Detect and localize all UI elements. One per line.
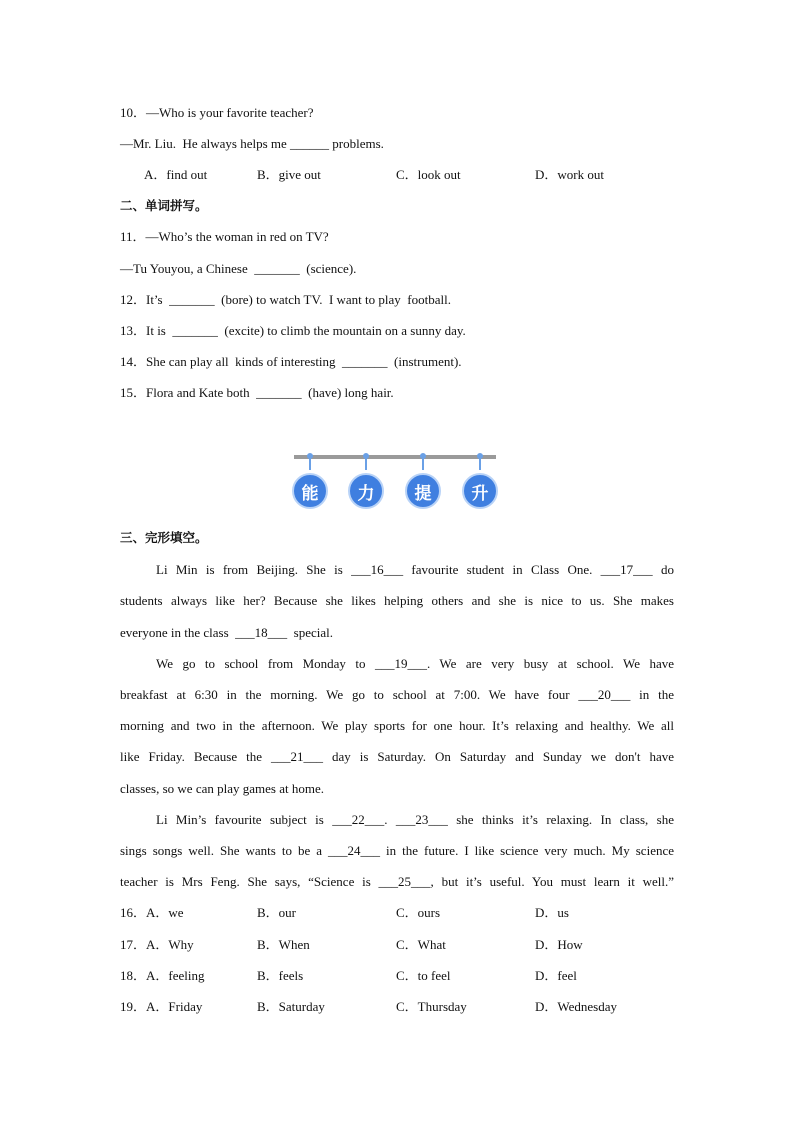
passage-line: Li Min’s favourite subject is ___22___. ___23___ she thinks it’s relaxing. In class, she [156,812,674,827]
ability-banner [294,453,496,513]
choice-option-d: D．Wednesday [535,999,617,1014]
passage-line: like Friday. Because the ___21___ day is Saturday. On Saturday and Sunday we don't have [120,749,674,764]
banner-tick [309,456,311,470]
q13: 13．It is _______ (excite) to climb the mountain on a sunny day. [120,323,466,338]
choice-number: 17． [120,937,147,952]
choice-option-b: B．our [257,905,297,920]
passage-line: everyone in the class ___18___ special. [120,625,333,640]
choice-option-a: A．Friday [146,999,203,1014]
q10-option-d: D．work out [535,167,604,182]
passage-line: classes, so we can play games at home. [120,781,324,796]
q11-stem: 11．—Who’s the woman in red on TV? [120,229,329,244]
q10-stem: 10．—Who is your favorite teacher? [120,105,314,120]
choice-option-a: A．we [146,905,184,920]
q10-option-c: C．look out [396,167,461,182]
choice-row-16 [120,905,184,921]
choice-option-a: A．feeling [146,968,205,983]
choice-option-c: C．Thursday [396,999,467,1014]
choice-option-d: D．feel [535,968,577,983]
choice-option-d: D．How [535,937,583,952]
q11-reply: —Tu Youyou, a Chinese _______ (science). [120,261,357,276]
choice-option-a: A．Why [146,937,194,952]
q12: 12．It’s _______ (bore) to watch TV. I want to play football. [120,292,451,307]
q14: 14．She can play all kinds of interesting _______ (instrument). [120,354,462,369]
q15: 15．Flora and Kate both _______ (have) long hair. [120,385,394,400]
choice-number: 18． [120,968,147,983]
choice-number: 19． [120,999,147,1014]
banner-bar [294,455,496,459]
section3-heading: 三、完形填空。 [120,530,208,545]
banner-char: 力 [348,473,384,509]
q10-option-b: B．give out [257,167,321,182]
banner-char: 升 [462,473,498,509]
q10-option-a: A．find out [144,167,208,182]
banner-char: 能 [292,473,328,509]
passage-line: We go to school from Monday to ___19___. We are very busy at school. We have [156,656,674,671]
passage-line: students always like her? Because she likes helping others and she is nice to us. She makes [120,593,674,608]
choice-option-b: B．Saturday [257,999,325,1014]
passage-line: teacher is Mrs Feng. She says, “Science is ___25___, but it’s useful. You must learn it well.” [120,874,674,889]
banner-tick [422,456,424,470]
passage-line: breakfast at 6:30 in the morning. We go to school at 7:00. We have four ___20___ in the [120,687,674,702]
choice-option-c: C．ours [396,905,441,920]
choice-option-b: B．When [257,937,310,952]
banner-tick [365,456,367,470]
choice-number: 16． [120,905,147,920]
choice-row-18 [120,968,205,984]
q10-reply: —Mr. Liu. He always helps me ______ problems. [120,136,384,151]
choice-option-c: C．to feel [396,968,451,983]
choice-option-c: C．What [396,937,446,952]
banner-char: 提 [405,473,441,509]
choice-option-b: B．feels [257,968,304,983]
section2-heading: 二、单词拼写。 [120,198,208,213]
choice-row-17 [120,937,194,953]
passage-line: Li Min is from Beijing. She is ___16___ favourite student in Class One. ___17___ do [156,562,674,577]
passage-line: sings songs well. She wants to be a ___24___ in the future. I like science very much. My science [120,843,674,858]
banner-tick [479,456,481,470]
choice-row-19 [120,999,202,1015]
choice-option-d: D．us [535,905,569,920]
passage-line: morning and two in the afternoon. We play sports for one hour. It’s relaxing and healthy. We all [120,718,674,733]
